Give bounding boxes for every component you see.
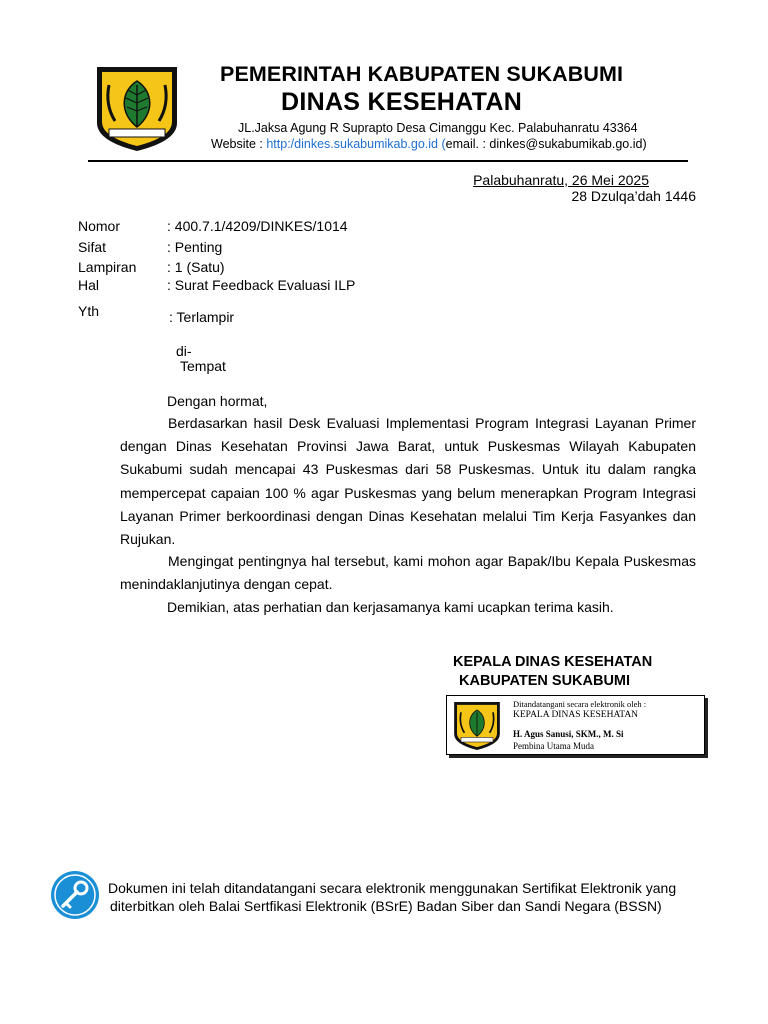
footer-note-line-1: Dokumen ini telah ditandatangani secara elektronik menggunakan Sertifikat Elektronik yang xyxy=(108,880,677,896)
signature-position: KEPALA DINAS KESEHATAN xyxy=(513,710,639,720)
salutation: Dengan hormat, xyxy=(167,393,268,409)
kabupaten-sukabumi-emblem-icon xyxy=(453,700,501,752)
meta-label-hal: Hal xyxy=(78,277,100,293)
letterhead-address: JL.Jaksa Agung R Suprapto Desa Cimanggu Kec. Palabuhanratu 43364 xyxy=(238,121,638,135)
body-paragraph-1: Berdasarkan hasil Desk Evaluasi Implementasi Program Integrasi Layanan Primer dengan Dinas Kesehatan Provinsi Jawa Barat, untuk Puskesmas Wilayah Kabupaten Sukabumi sudah mencapai 43 Puskesmas dari 58 Puskesmas. Untuk itu dalam rangka mempercepat capaian 100 % agar Puskesmas yang belum menerapkan Program Integrasi Layanan Primer berkoordinasi dengan Dinas Kesehatan melalui Tim Kerja Fasyankes dan Rujukan. xyxy=(120,415,696,548)
signatory-title-1: KEPALA DINAS KESEHATAN xyxy=(453,654,653,670)
meta-label-lampiran: Lampiran xyxy=(78,259,137,275)
signatory-title-2: KABUPATEN SUKABUMI xyxy=(459,673,631,689)
recipient-di: di- xyxy=(176,343,192,359)
letterhead-contact xyxy=(211,137,647,151)
letter-hijri-date: 28 Dzulqa’dah 1446 xyxy=(571,188,696,204)
meta-label-sifat: Sifat xyxy=(78,239,107,255)
letterhead-divider xyxy=(88,160,688,162)
email-paren: ( xyxy=(438,137,446,151)
recipient-label: Yth xyxy=(78,303,100,319)
bsre-key-icon xyxy=(50,870,100,920)
website-link[interactable]: http:/dinkes.sukabumikab.go.id xyxy=(266,137,438,151)
closing-sentence: Demikian, atas perhatian dan kerjasamanya kami ucapkan terima kasih. xyxy=(167,599,614,615)
meta-value-nomor: : 400.7.1/4209/DINKES/1014 xyxy=(167,218,348,234)
recipient-place: Tempat xyxy=(180,358,226,374)
kabupaten-sukabumi-emblem-icon xyxy=(95,65,179,153)
letterhead-office-name: DINAS KESEHATAN xyxy=(281,88,523,116)
letterhead-government-name: PEMERINTAH KABUPATEN SUKABUMI xyxy=(220,62,624,86)
signature-name: H. Agus Sanusi, SKM., M. Si xyxy=(513,729,624,739)
recipient-value: : Terlampir xyxy=(169,309,235,325)
signature-rank: Pembina Utama Muda xyxy=(513,741,594,751)
meta-label-nomor: Nomor xyxy=(78,218,121,234)
letter-date: Palabuhanratu, 26 Mei 2025 xyxy=(473,172,649,188)
body-paragraph-2: Mengingat pentingnya hal tersebut, kami mohon agar Bapak/Ibu Kepala Puskesmas menindaklanjutinya dengan cepat. xyxy=(120,553,696,593)
meta-value-hal: : Surat Feedback Evaluasi ILP xyxy=(167,277,356,293)
website-label: Website : xyxy=(211,137,267,151)
footer-note-line-2: diterbitkan oleh Balai Sertfikasi Elektronik (BSrE) Badan Siber dan Sandi Negara (BSSN) xyxy=(110,898,662,914)
electronic-signature-box xyxy=(446,695,705,755)
meta-value-sifat: : Penting xyxy=(167,239,223,255)
signature-caption: Ditandatangani secara elektronik oleh : xyxy=(513,699,647,709)
email-text: email. : dinkes@sukabumikab.go.id) xyxy=(445,137,647,151)
meta-value-lampiran: : 1 (Satu) xyxy=(167,259,225,275)
